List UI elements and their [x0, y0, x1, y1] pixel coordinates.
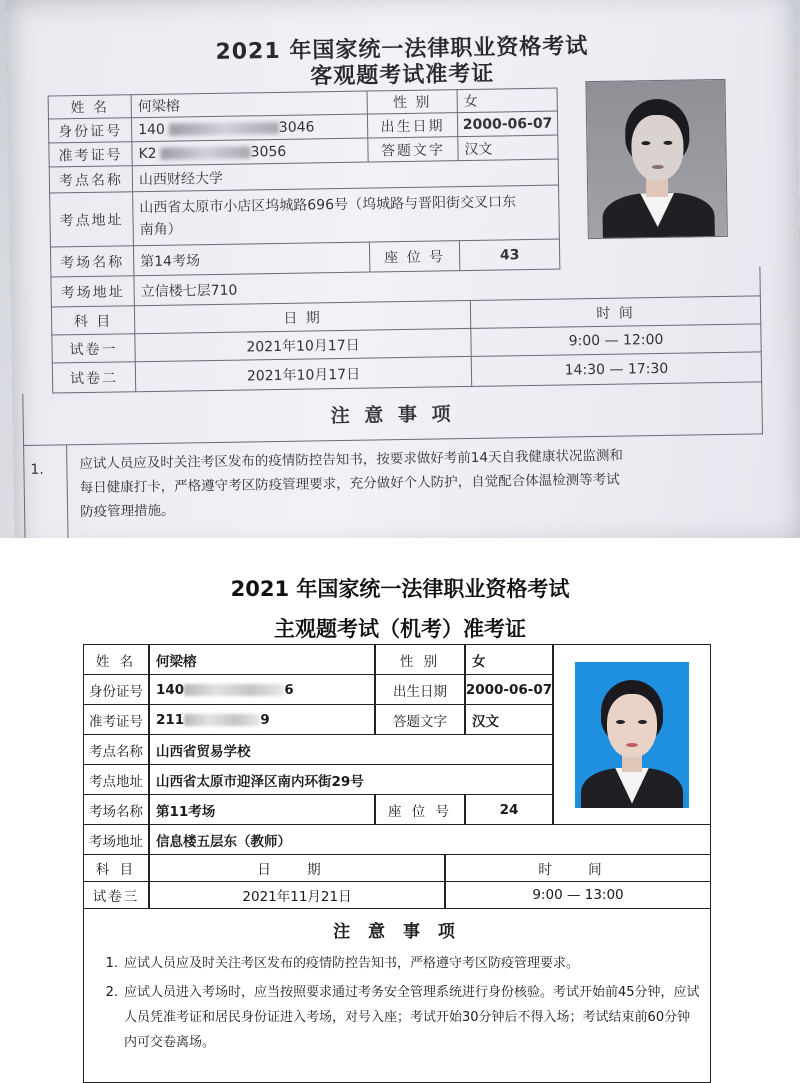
label-site-address: 考点地址 — [83, 764, 149, 795]
old-label-site-address: 考点地址 — [49, 192, 134, 247]
old-value-gender: 女 — [458, 88, 558, 114]
old-label-room-name: 考场名称 — [50, 246, 134, 277]
exam-time: 9:00 — 13:00 — [445, 881, 711, 909]
old-label-date: 日 期 — [135, 301, 471, 334]
label-name: 姓 名 — [83, 644, 149, 675]
photo-lips — [626, 743, 638, 747]
old-notice-header: 注 意 事 项 — [22, 382, 763, 446]
value-site-address: 山西省太原市迎泽区南内环街29号 — [149, 764, 553, 795]
notice-number: 2. — [105, 985, 118, 1000]
value-site-name: 山西省贸易学校 — [149, 734, 553, 765]
old-notice-text — [79, 444, 624, 525]
old-label-subject: 科 目 — [51, 306, 135, 335]
old-exam-subject: 试卷一 — [51, 334, 135, 363]
old-value-site-address — [133, 186, 560, 247]
old-notice-line: 应试人员应及时关注考区发布的疫情防控告知书，按要求做好考前14天自我健康状况监测和 — [79, 447, 624, 473]
value-id-number — [149, 674, 375, 705]
old-label-seat-number: 座 位 号 — [370, 241, 460, 272]
photo-eye — [616, 720, 625, 724]
photo-face — [607, 694, 657, 758]
old-label-time: 时 间 — [471, 296, 761, 329]
id-visible-start: 140 — [156, 681, 185, 698]
image-divider — [0, 538, 800, 550]
old-label-birth-date: 出生日期 — [368, 113, 458, 138]
old-exam-subject: 试卷二 — [52, 362, 136, 393]
label-ticket-number: 准考证号 — [83, 704, 149, 735]
old-value-seat-number: 43 — [460, 240, 560, 272]
old-notice-line: 每日健康打卡，严格遵守考区防疫管理要求，充分做好个人防护，自觉配合体温检测等考试 — [79, 471, 620, 497]
old-exam-time: 9:00 — 12:00 — [471, 324, 761, 357]
notice-item — [92, 980, 702, 1055]
old-label-gender: 性 别 — [368, 89, 458, 114]
exam-subject: 试卷三 — [83, 881, 149, 909]
new-ticket-title-line2: 主观题考试（机考）准考证 — [274, 617, 526, 641]
old-id-end: 3046 — [278, 118, 315, 136]
redaction-mask — [184, 684, 284, 696]
redaction-mask — [184, 714, 260, 726]
old-label-site-name: 考点名称 — [49, 166, 133, 193]
old-exam-date: 2021年10月17日 — [135, 329, 471, 362]
old-exam-time: 14:30 — 17:30 — [472, 352, 762, 387]
notice-header: 注 意 事 项 — [333, 922, 461, 942]
old-label-id-number: 身份证号 — [48, 118, 132, 143]
label-seat-number: 座 位 号 — [375, 794, 465, 825]
old-value-birth-date: 2000-06-07 — [458, 112, 558, 138]
old-ticket-title-line1: 2021 年国家统一法律职业资格考试 — [215, 34, 589, 65]
old-label-answer-language: 答题文字 — [368, 137, 458, 162]
old-label-name: 姓 名 — [48, 94, 132, 119]
notice-number: 1. — [105, 956, 118, 971]
old-notice-number: 1. — [23, 445, 69, 538]
photo-eye — [638, 720, 647, 724]
exam-date: 2021年11月21日 — [149, 881, 445, 909]
old-candidate-photo — [585, 79, 727, 239]
old-label-ticket-number: 准考证号 — [48, 142, 132, 167]
paper-sheet — [6, 0, 800, 538]
redaction-mask — [169, 121, 279, 135]
label-birth-date: 出生日期 — [375, 674, 465, 705]
old-ticket-start: K2 — [138, 145, 157, 162]
value-seat-number: 24 — [465, 794, 553, 825]
photo-cell — [553, 644, 711, 825]
old-value-room-name: 第14考场 — [134, 243, 370, 277]
notice-list — [84, 947, 712, 1055]
photographed-objective-ticket — [0, 0, 800, 538]
old-ticket-end: 3056 — [250, 143, 287, 160]
value-gender: 女 — [465, 644, 553, 675]
label-site-name: 考点名称 — [83, 734, 149, 765]
redaction-mask — [161, 146, 251, 159]
label-date: 日 期 — [149, 854, 445, 882]
value-room-name: 第11考场 — [149, 794, 375, 825]
ticket-visible-end: 9 — [260, 711, 270, 728]
ticket-visible-start: 211 — [156, 711, 185, 728]
old-value-name: 何梁榕 — [132, 91, 368, 119]
notice-item — [92, 951, 702, 976]
label-answer-language: 答题文字 — [375, 704, 465, 735]
candidate-photo — [575, 662, 689, 808]
old-exam-date: 2021年10月17日 — [136, 357, 472, 392]
old-site-address-line2: 南角） — [139, 220, 182, 238]
photo-face — [631, 115, 684, 182]
notice-text: 应试人员应及时关注考区发布的疫情防控告知书，严格遵守考区防疫管理要求。 — [124, 956, 580, 971]
value-name: 何梁榕 — [149, 644, 375, 675]
new-ticket-title-line1: 2021 年国家统一法律职业资格考试 — [230, 577, 570, 601]
label-subject: 科 目 — [83, 854, 149, 882]
old-value-room-address: 立信楼七层710 — [134, 266, 760, 306]
label-gender: 性 别 — [375, 644, 465, 675]
notice-text: 应试人员进入考场时，应当按照要求通过考务安全管理系统进行身份核验。考试开始前45分钟，应试人员凭准考证和居民身份证进入考场，对号入座；考试开始30分钟后不得入场；考试结束前60分钟内可交卷离场。 — [124, 985, 700, 1050]
old-ticket-title-line2: 客观题考试准考证 — [310, 61, 495, 90]
value-answer-language: 汉文 — [465, 704, 553, 735]
old-value-answer-language: 汉文 — [458, 136, 558, 162]
label-time: 时 间 — [445, 854, 711, 882]
old-id-start: 140 — [138, 121, 165, 138]
label-room-address: 考场地址 — [83, 824, 149, 855]
value-ticket-number — [149, 704, 375, 735]
old-site-address-line1: 山西省太原市小店区坞城路696号（坞城路与晋阳街交叉口东 — [139, 193, 517, 216]
value-room-address: 信息楼五层东（教师） — [149, 824, 711, 855]
old-notice-line: 防疫管理措施。 — [80, 502, 175, 521]
old-value-site-name: 山西财经大学 — [133, 160, 559, 193]
label-id-number: 身份证号 — [83, 674, 149, 705]
id-visible-end: 6 — [284, 681, 294, 698]
value-birth-date: 2000-06-07 — [465, 674, 553, 705]
notice-section — [83, 908, 711, 1083]
label-room-name: 考场名称 — [83, 794, 149, 825]
old-label-room-address: 考场地址 — [50, 276, 134, 307]
